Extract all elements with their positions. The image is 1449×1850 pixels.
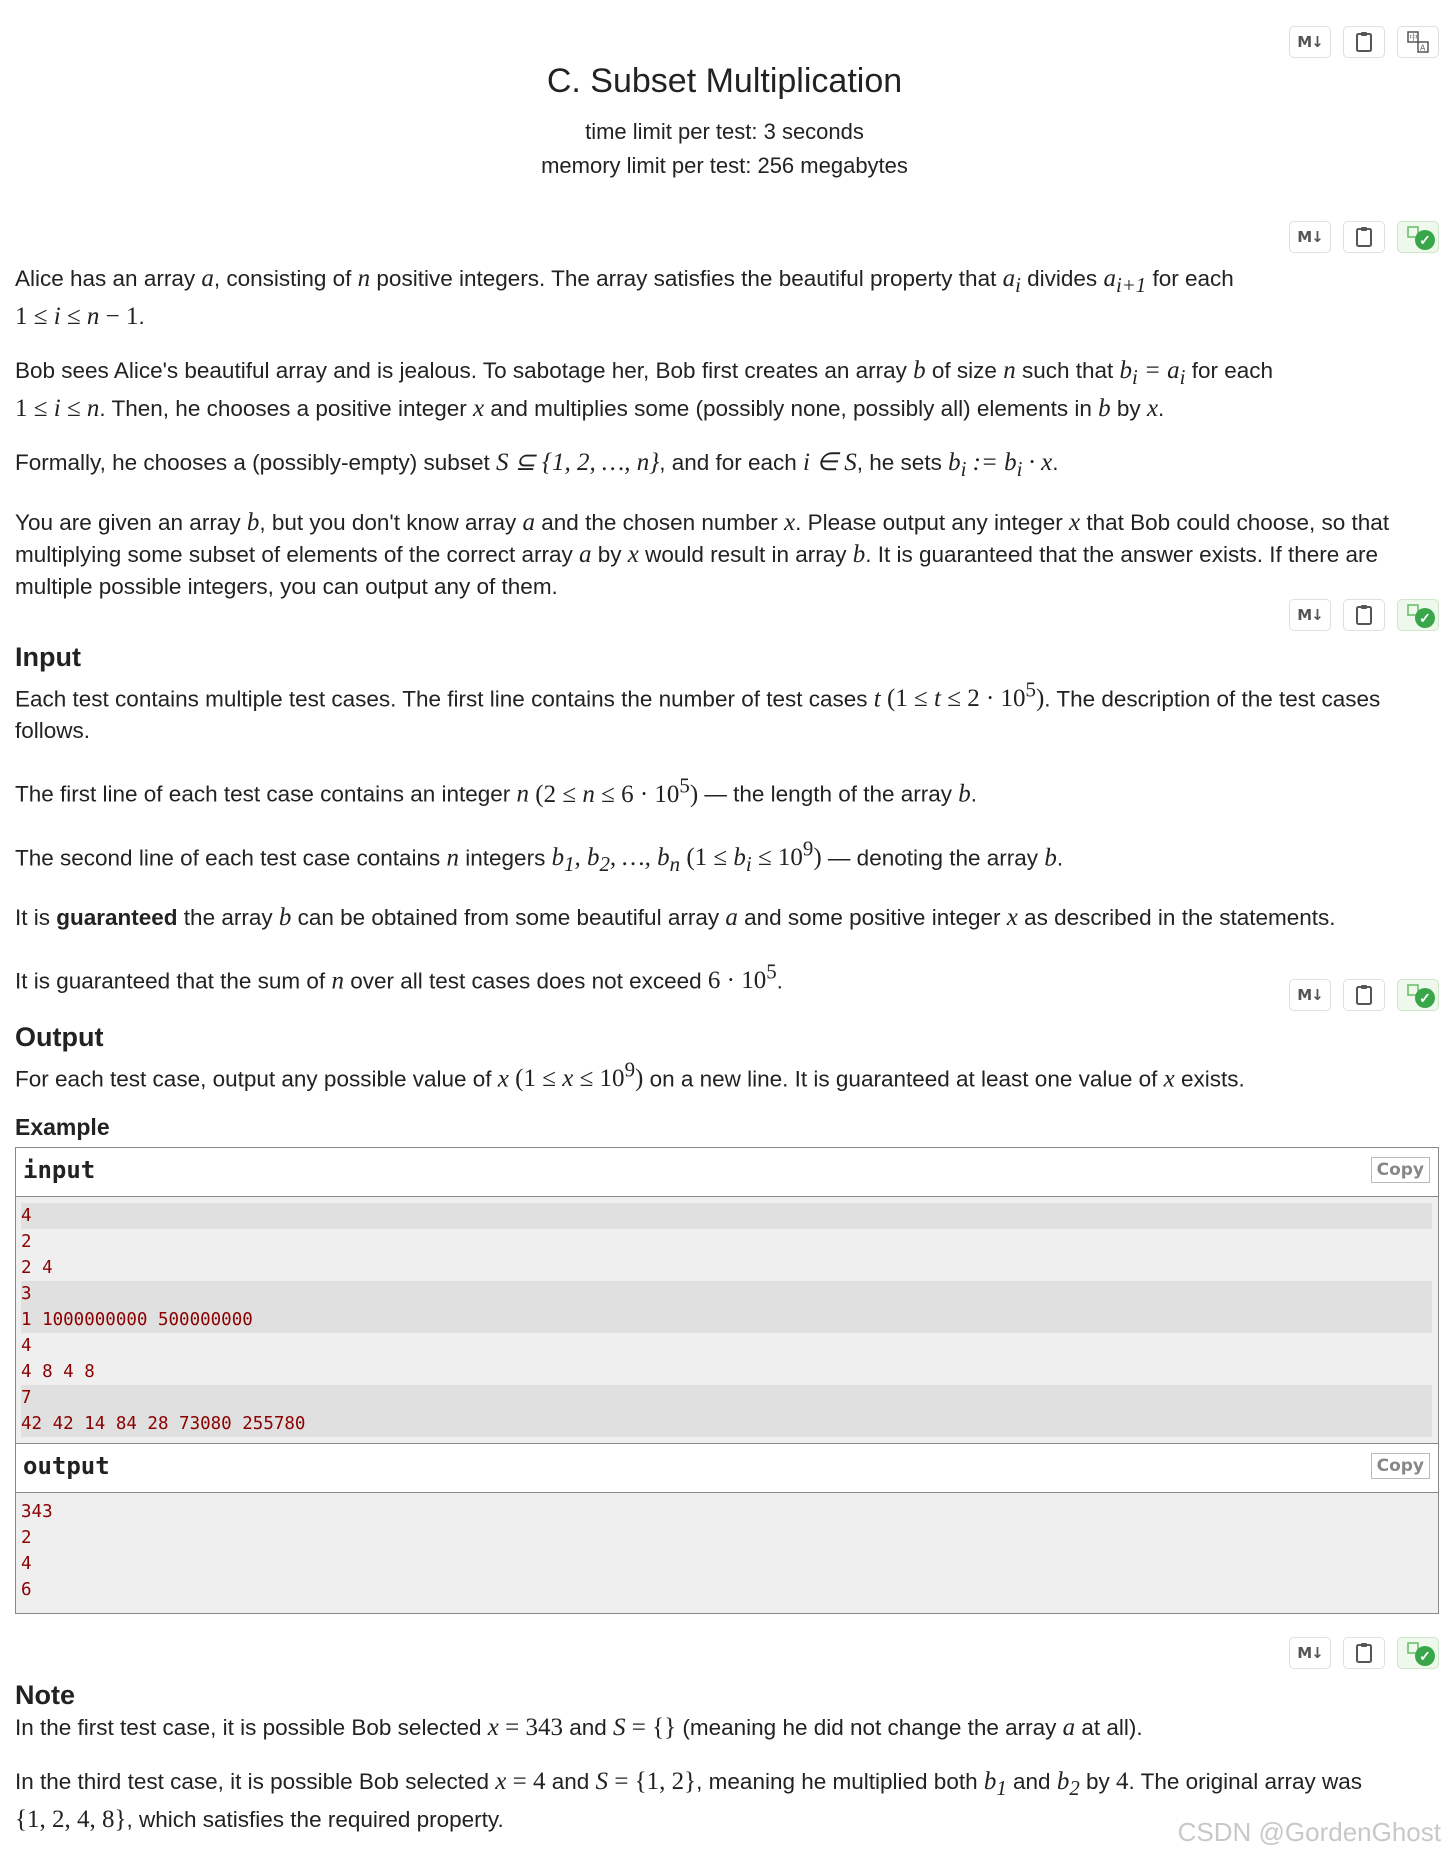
section-title: Output	[15, 1022, 104, 1052]
markdown-icon: M↓	[1297, 33, 1323, 51]
markdown-icon: M↓	[1297, 1644, 1323, 1662]
translate-button[interactable]	[1397, 979, 1439, 1011]
input-paragraph: It is guaranteed the array b can be obtained from some beautiful array a and some positive integer x as described in the statements.	[15, 903, 1336, 931]
markdown-button[interactable]	[1289, 221, 1331, 253]
input-paragraph: It is guaranteed that the sum of n over all test cases does not exceed $6 \cdot 10^5$.	[15, 959, 783, 995]
sample-output-body	[16, 1493, 1438, 1613]
clipboard-icon	[1355, 984, 1373, 1006]
clipboard-icon	[1355, 31, 1373, 53]
input-toolbar	[1289, 599, 1439, 631]
output-paragraph: For each test case, output any possible value of x $(1 \le x \le 10^9)$ on a new line. It is guaranteed at least one value of x exists.	[15, 1058, 1245, 1093]
input-line: 3	[21, 1281, 1432, 1307]
markdown-icon: M↓	[1297, 228, 1323, 246]
output-line: 6	[21, 1580, 32, 1600]
note-paragraph: In the first test case, it is possible Bob selected x = 343 and S = {} (meaning he did not change the array a at all).	[15, 1714, 1143, 1741]
copy-output-button[interactable]: Copy	[1371, 1453, 1430, 1479]
copy-button[interactable]	[1343, 979, 1385, 1011]
output-line: 2	[21, 1528, 32, 1548]
sample-input-label: input	[23, 1156, 96, 1184]
check-icon: ✓	[1415, 608, 1435, 628]
copy-button[interactable]	[1343, 26, 1385, 58]
input-line: 4 8 4 8	[21, 1362, 95, 1382]
markdown-icon: M↓	[1297, 606, 1323, 624]
input-specification	[15, 640, 1440, 997]
markdown-button[interactable]	[1289, 26, 1331, 58]
translate-button[interactable]	[1397, 26, 1439, 58]
output-specification	[15, 1020, 1440, 1095]
check-icon: ✓	[1415, 988, 1435, 1008]
output-toolbar	[1289, 979, 1439, 1011]
legend-toolbar	[1289, 221, 1439, 253]
input-paragraph: The first line of each test case contains an integer n $(2 \le n \le 6 \cdot 10^5)$ — the length of the array b.	[15, 773, 978, 808]
markdown-button[interactable]	[1289, 599, 1331, 631]
input-line: 7	[21, 1385, 1432, 1411]
input-paragraph: Each test contains multiple test cases. The first line contains the number of test cases t $(1 \le t \le 2 \cdot 10^5)$. The description of the test cases follows.	[15, 678, 1381, 744]
legend-paragraph: Alice has an array a, consisting of n positive integers. The array satisfies the beautiful property that $a_i$ divides $a_{i+1}$ for each 1 ≤ i ≤ n − 1.	[15, 265, 1234, 330]
legend-paragraph: Bob sees Alice's beautiful array and is jealous. To sabotage her, Bob first creates an array b of size n such that $b_i = a_i$ for each 1 ≤ i ≤ n. Then, he chooses a positive integer x and multiplies some (possibly none, possibly all) elements in b by x.	[15, 357, 1274, 422]
sample-output-header	[16, 1443, 1438, 1493]
svg-text:中: 中	[1409, 33, 1418, 42]
translate-button[interactable]	[1397, 221, 1439, 253]
note-toolbar	[1289, 1637, 1439, 1669]
translate-icon	[1406, 30, 1430, 54]
output-line: 4	[21, 1554, 32, 1574]
input-line: 4	[21, 1203, 1432, 1229]
sample-output-label: output	[23, 1452, 110, 1480]
sample-input-header	[16, 1148, 1438, 1197]
copy-button[interactable]	[1343, 1637, 1385, 1669]
time-limit: time limit per test: 3 seconds	[585, 119, 864, 144]
legend-paragraph: You are given an array b, but you don't know array a and the chosen number x. Please output any integer x that Bob could choose, so that multiplying some subset of elements of the correct array a by x would result in array b. It is guaranteed that the answer exists. If there are multiple possible integers, you can output any of them.	[15, 509, 1390, 599]
header-toolbar	[1289, 26, 1439, 58]
input-paragraph: The second line of each test case contains n integers $b_1$, $b_2$, …, $b_n$ $(1 \le b_i \le 10^9)$ — denoting the array b.	[15, 836, 1064, 876]
svg-text:A: A	[1420, 43, 1426, 53]
note-section	[15, 1678, 1440, 1836]
check-icon: ✓	[1415, 230, 1435, 250]
copy-button[interactable]	[1343, 221, 1385, 253]
input-line: 1 1000000000 500000000	[21, 1307, 1432, 1333]
problem-header	[0, 62, 1449, 183]
problem-legend	[15, 263, 1440, 603]
note-paragraph: In the third test case, it is possible Bob selected x = 4 and S = {1, 2}, meaning he multiplied both $b_1$ and $b_2$ by 4. The original array was {1, 2, 4, 8}, which satisfies the required property.	[15, 1768, 1362, 1833]
markdown-icon: M↓	[1297, 986, 1323, 1004]
section-title: Note	[15, 1680, 75, 1710]
clipboard-icon	[1355, 1642, 1373, 1664]
check-icon: ✓	[1415, 1646, 1435, 1666]
clipboard-icon	[1355, 226, 1373, 248]
section-title: Input	[15, 642, 81, 672]
input-line: 42 42 14 84 28 73080 255780	[21, 1411, 1432, 1437]
clipboard-icon	[1355, 604, 1373, 626]
legend-paragraph: Formally, he chooses a (possibly-empty) subset S ⊆ {1, 2, …, n}, and for each i ∈ S, he sets $b_i$ := $b_i \cdot x$.	[15, 449, 1059, 481]
output-line: 343	[21, 1502, 53, 1522]
copy-input-button[interactable]: Copy	[1371, 1157, 1430, 1183]
translate-button[interactable]	[1397, 599, 1439, 631]
translate-button[interactable]	[1397, 1637, 1439, 1669]
memory-limit: memory limit per test: 256 megabytes	[541, 153, 908, 178]
markdown-button[interactable]	[1289, 1637, 1331, 1669]
sample-input	[15, 1147, 1439, 1614]
markdown-button[interactable]	[1289, 979, 1331, 1011]
input-line: 2 4	[21, 1258, 53, 1278]
input-line: 2	[21, 1232, 32, 1252]
copy-button[interactable]	[1343, 599, 1385, 631]
sample-input-body	[16, 1197, 1438, 1443]
watermark: CSDN @GordenGhost	[1177, 1817, 1441, 1847]
input-line: 4	[21, 1336, 32, 1356]
example-title: Example	[15, 1114, 110, 1140]
page-title: C. Subset Multiplication	[546, 62, 903, 100]
